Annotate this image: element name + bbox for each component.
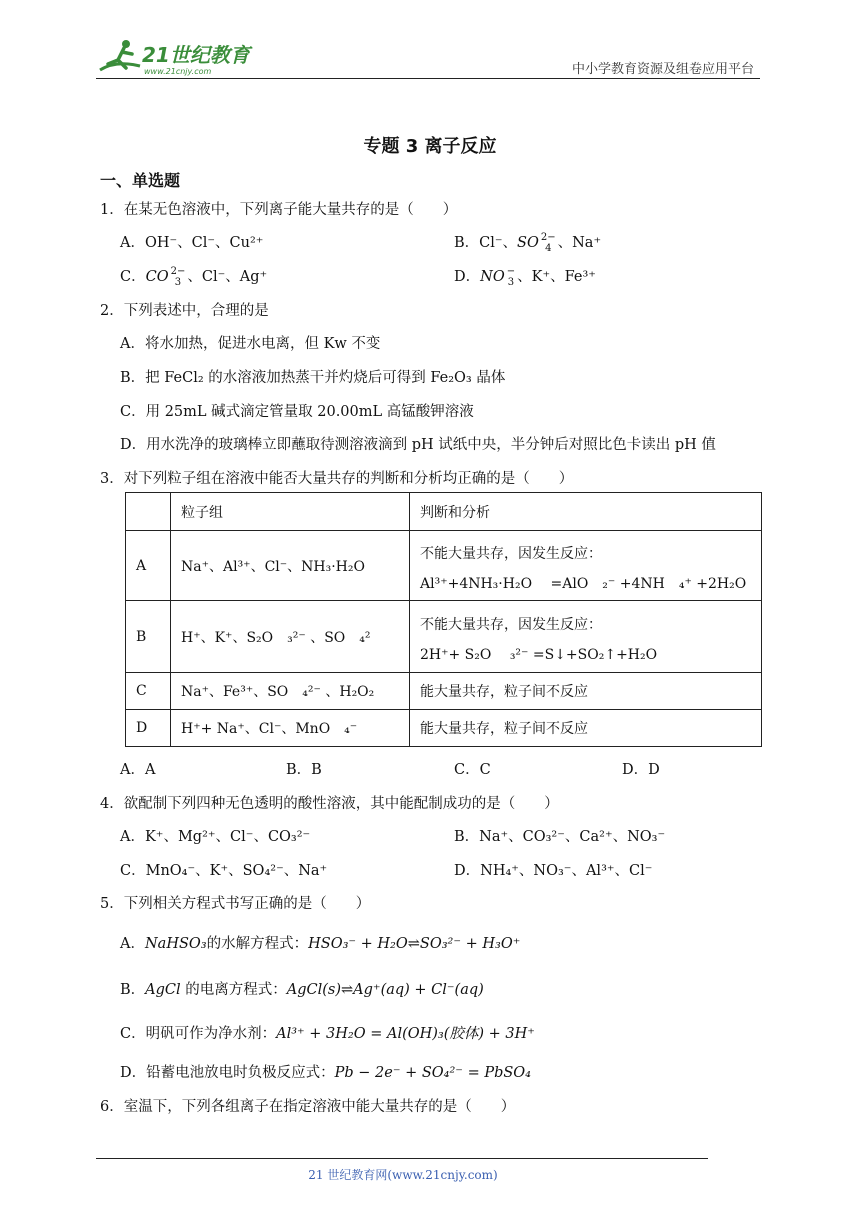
- table-cell-particles: H⁺+ Na⁺、Cl⁻、MnO ₄⁻: [171, 710, 410, 747]
- table-header-cell: 判断和分析: [410, 493, 762, 531]
- q3-option-c: C．C: [454, 762, 491, 778]
- table-cell-analysis: 能大量共存，粒子间不反应: [410, 710, 762, 747]
- table-cell-particles: H⁺、K⁺、S₂O ₃²⁻ 、SO ₄²: [171, 601, 410, 673]
- q5-option-d: D．铅蓄电池放电时负极反应式：Pb − 2e⁻ + SO₄²⁻ = PbSO₄: [120, 1065, 531, 1081]
- table-cell-analysis: 能大量共存，粒子间不反应: [410, 673, 762, 710]
- footer-divider: [96, 1158, 708, 1159]
- q1-option-a: A．OH⁻、Cl⁻、Cu²⁺: [120, 235, 264, 251]
- table-cell-analysis: 不能大量共存，因发生反应： Al³⁺+4NH₃·H₂O =AlO ₂⁻ +4NH ₄⁺ +2H₂O: [410, 531, 762, 601]
- table-cell-key: B: [126, 601, 171, 673]
- q3-option-a: A．A: [120, 762, 156, 778]
- table-header-cell: [126, 493, 171, 531]
- logo-url: www.21cnjy.com: [144, 67, 212, 76]
- q3-option-b: B．B: [286, 762, 322, 778]
- logo-text: 21世纪教育: [142, 43, 250, 67]
- table-cell-particles: Na⁺、Fe³⁺、SO ₄²⁻ 、H₂O₂: [171, 673, 410, 710]
- header-divider: [96, 78, 760, 79]
- table-cell-analysis: 不能大量共存，因发生反应： 2H⁺+ S₂O ₃²⁻ =S↓+SO₂↑+H₂O: [410, 601, 762, 673]
- table-row: [126, 710, 762, 747]
- q5-option-a: A．NaHSO₃的水解方程式：HSO₃⁻ + H₂O⇌SO₃²⁻ + H₃O⁺: [120, 936, 521, 952]
- q6-stem: 6．室温下，下列各组离子在指定溶液中能大量共存的是（ ）: [100, 1099, 516, 1115]
- q4-stem: 4．欲配制下列四种无色透明的酸性溶液，其中能配制成功的是（ ）: [100, 796, 559, 812]
- table-cell-key: C: [126, 673, 171, 710]
- q4-option-a: A．K⁺、Mg²⁺、Cl⁻、CO₃²⁻: [120, 829, 311, 845]
- page-title: 专题 3 离子反应: [363, 136, 497, 157]
- q2-option-d: D．用水洗净的玻璃棒立即蘸取待测溶液滴到 pH 试纸中央，半分钟后对照比色卡读出 pH 值: [120, 437, 716, 453]
- q4-option-b: B．Na⁺、CO₃²⁻、Ca²⁺、NO₃⁻: [454, 829, 666, 845]
- section-heading: 一、单选题: [100, 171, 181, 190]
- q2-stem: 2．下列表述中，合理的是: [100, 303, 269, 319]
- table-header-cell: 粒子组: [171, 493, 410, 531]
- logo: [96, 36, 256, 80]
- table-cell-key: D: [126, 710, 171, 747]
- q1-stem: 1．在某无色溶液中，下列离子能大量共存的是（ ）: [100, 202, 458, 218]
- table-row: [126, 531, 762, 601]
- table-cell-particles: Na⁺、Al³⁺、Cl⁻、NH₃·H₂O: [171, 531, 410, 601]
- table-row: [126, 601, 762, 673]
- q1-option-d: D．NO − 3 、K⁺、Fe³⁺: [454, 266, 596, 288]
- q1-option-b: B．Cl⁻、SO 2− 4 、Na⁺: [454, 232, 602, 254]
- q5-option-b: B．AgCl 的电离方程式：AgCl(s)⇌Ag⁺(aq) + Cl⁻(aq): [120, 982, 484, 998]
- q2-option-c: C．用 25mL 碱式滴定管量取 20.00mL 高锰酸钾溶液: [120, 404, 474, 420]
- q3-table: [125, 492, 762, 747]
- footer-link[interactable]: 21 世纪教育网(www.21cnjy.com): [308, 1168, 498, 1182]
- q2-option-a: A．将水加热，促进水电离，但 Kw 不变: [120, 336, 381, 352]
- q5-option-c: C．明矾可作为净水剂：Al³⁺ + 3H₂O = Al(OH)₃(胶体) + 3H⁺: [120, 1026, 535, 1042]
- table-cell-key: A: [126, 531, 171, 601]
- header-platform: 中小学教育资源及组卷应用平台: [571, 62, 754, 77]
- q4-option-d: D．NH₄⁺、NO₃⁻、Al³⁺、Cl⁻: [454, 863, 653, 879]
- table-header-row: [126, 493, 762, 531]
- q3-option-d: D．D: [622, 762, 660, 778]
- table-row: [126, 673, 762, 710]
- q4-option-c: C．MnO₄⁻、K⁺、SO₄²⁻、Na⁺: [120, 863, 328, 879]
- q1-option-c: C．CO 2− 3 、Cl⁻、Ag⁺: [120, 266, 268, 288]
- q5-stem: 5．下列相关方程式书写正确的是（ ）: [100, 896, 371, 912]
- q2-option-b: B．把 FeCl₂ 的水溶液加热蒸干并灼烧后可得到 Fe₂O₃ 晶体: [120, 370, 506, 386]
- q3-stem: 3．对下列粒子组在溶液中能否大量共存的判断和分析均正确的是（ ）: [100, 471, 574, 487]
